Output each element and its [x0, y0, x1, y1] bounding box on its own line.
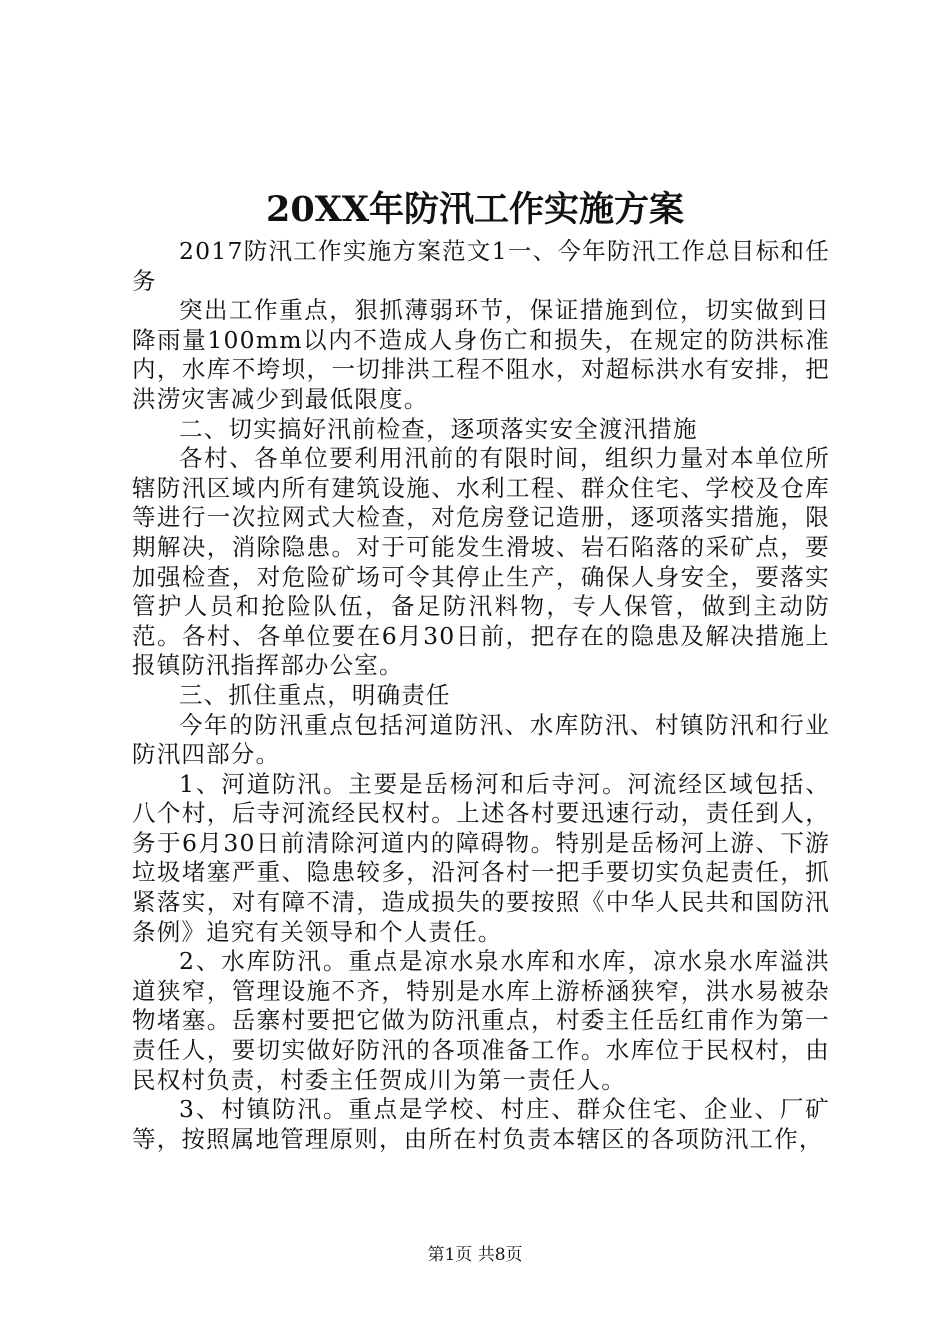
document-body — [132, 237, 830, 1154]
page-footer: 第1页 共8页 — [427, 1245, 523, 1265]
paragraph: 各村、各单位要利用汛前的有限时间，组织力量对本单位所辖防汛区域内所有建筑设施、水利工程、群众住宅、学校及仓库等进行一次拉网式大检查，对危房登记造册，逐项落实措施，限期解决，消除隐患。对于可能发生滑坡、岩石陷落的采矿点，要加强检查，对危险矿场可令其停止生产，确保人身安全，要落实管护人员和抢险队伍，备足防汛料物，专人保管，做到主动防范。各村、各单位要在6月30日前，把存在的隐患及解决措施上报镇防汛指挥部办公室。 — [132, 444, 830, 680]
paragraph: 突出工作重点，狠抓薄弱环节，保证措施到位，切实做到日降雨量100mm以内不造成人身伤亡和损失，在规定的防洪标准内，水库不垮坝，一切排洪工程不阻水，对超标洪水有安排，把洪涝灾害减少到最低限度。 — [132, 296, 830, 413]
paragraph: 2、水库防汛。重点是凉水泉水库和水库，凉水泉水库溢洪道狭窄，管理设施不齐，特别是水库上游桥涵狭窄，洪水易被杂物堵塞。岳寨村要把它做为防汛重点，村委主任岳红甫作为第一责任人，要切实做好防汛的各项准备工作。水库位于民权村，由民权村负责，村委主任贺成川为第一责任人。 — [132, 947, 830, 1094]
paragraph: 二、切实搞好汛前检查，逐项落实安全渡汛措施 — [179, 414, 698, 443]
document-title: 20XX年防汛工作实施方案 — [265, 189, 685, 230]
paragraph: 今年的防汛重点包括河道防汛、水库防汛、村镇防汛和行业防汛四部分。 — [132, 710, 830, 769]
paragraph: 2017防汛工作实施方案范文1一、今年防汛工作总目标和任务 — [132, 237, 830, 295]
paragraph: 1、河道防汛。主要是岳杨河和后寺河。河流经区域包括、八个村，后寺河流经民权村。上述各村要迅速行动，责任到人，务于6月30日前清除河道内的障碍物。特别是岳杨河上游、下游垃圾堵塞严重、隐患较多，沿河各村一把手要切实负起责任，抓紧落实，对有障不清，造成损失的要按照《中华人民共和国防汛条例》追究有关领导和个人责任。 — [132, 769, 830, 946]
paragraph: 三、抓住重点，明确责任 — [179, 680, 451, 709]
paragraph: 3、村镇防汛。重点是学校、村庄、群众住宅、企业、厂矿等，按照属地管理原则，由所在村负责本辖区的各项防汛工作， — [132, 1095, 830, 1153]
